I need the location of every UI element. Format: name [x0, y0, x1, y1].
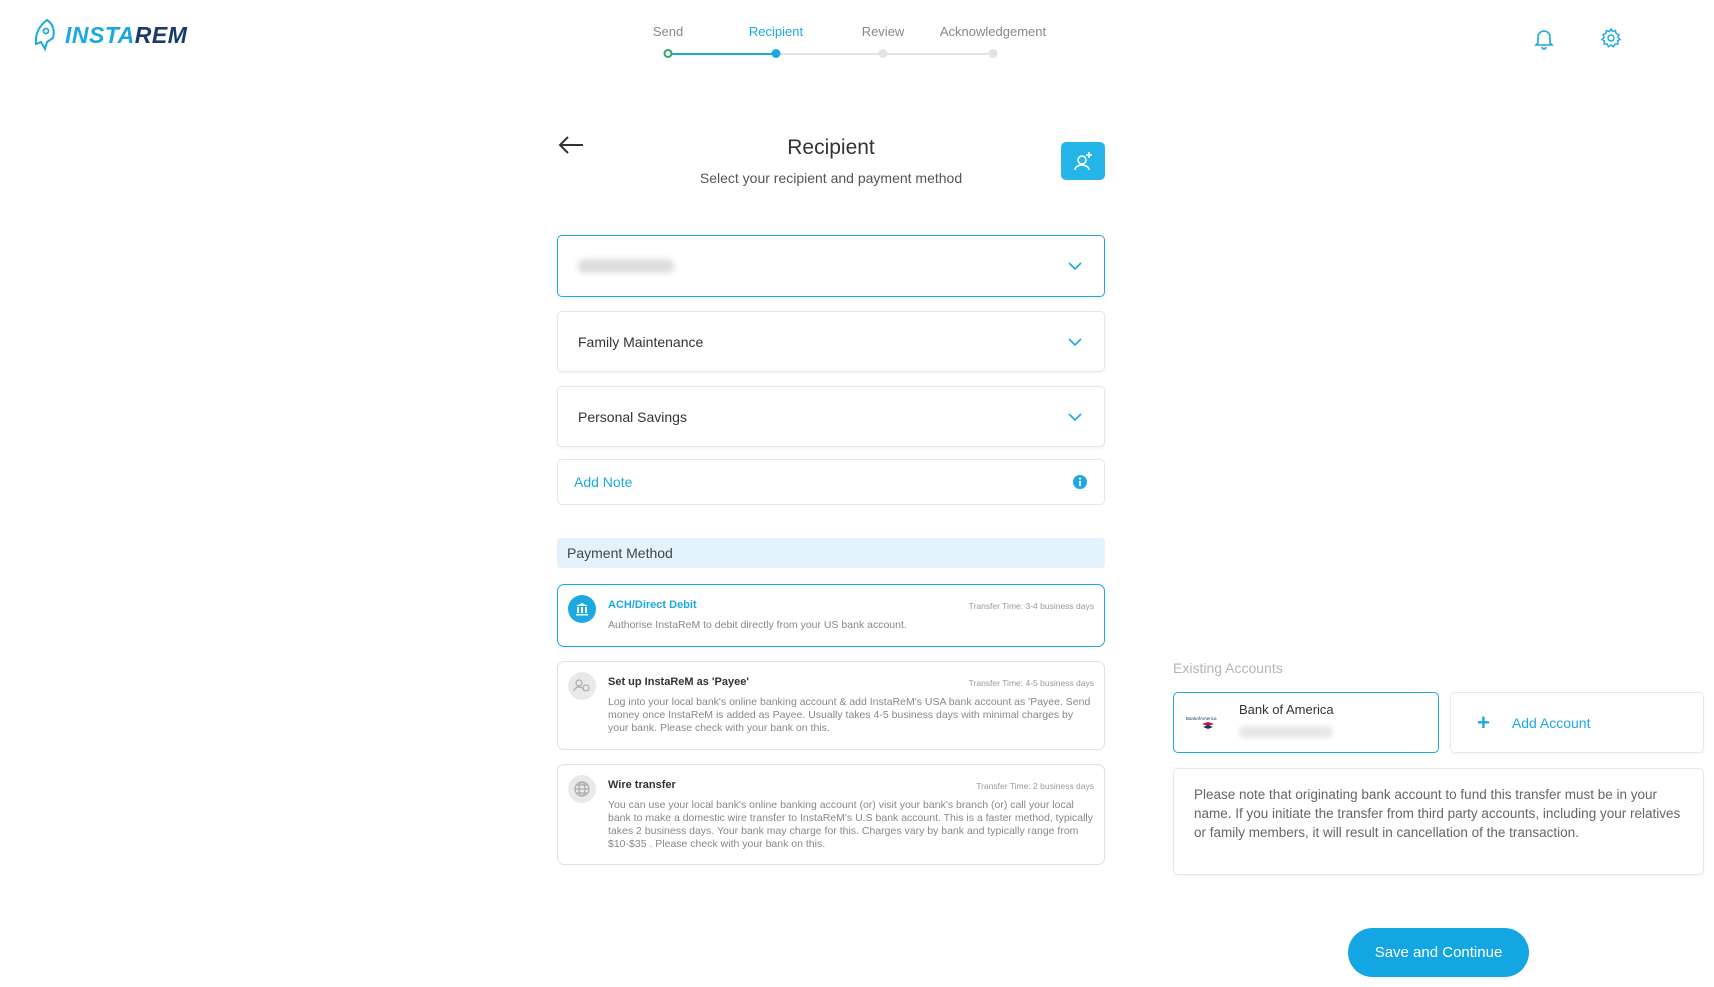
bank-of-america-logo-icon	[1186, 715, 1230, 731]
existing-accounts-label: Existing Accounts	[1173, 660, 1283, 676]
svg-text:BankofAmerica: BankofAmerica	[1186, 716, 1217, 721]
transfer-time: Transfer Time: 4-5 business days	[968, 678, 1094, 688]
purpose-select[interactable]	[557, 311, 1105, 372]
redacted-account-number	[1239, 726, 1333, 738]
step-send-dot	[664, 49, 673, 58]
payment-method-heading: Payment Method	[557, 538, 1105, 568]
source-of-funds-select[interactable]	[557, 386, 1105, 447]
payment-method-name: Wire transfer	[608, 779, 676, 791]
step-recipient-dot	[772, 49, 781, 58]
payment-method-wire[interactable]	[557, 764, 1105, 865]
info-icon[interactable]	[1072, 474, 1088, 490]
page-subtitle: Select your recipient and payment method	[699, 170, 963, 186]
third-party-funding-notice: Please note that originating bank account to fund this transfer must be in your name. If you initiate the transfer from third party accounts, including your relatives or family members, it will result in cancellation of the transaction.	[1173, 768, 1704, 875]
instarem-logo[interactable]	[27, 18, 187, 52]
step-acknowledgement-label: Acknowledgement	[939, 24, 1047, 39]
bank-name: Bank of America	[1239, 702, 1334, 717]
user-add-icon	[1072, 150, 1094, 172]
save-and-continue-button[interactable]: Save and Continue	[1348, 928, 1529, 977]
step-recipient-label: Recipient	[748, 24, 804, 39]
transfer-time: Transfer Time: 2 business days	[976, 781, 1094, 791]
progress-stepper	[640, 24, 1060, 64]
bank-icon	[568, 595, 596, 623]
purpose-select-value: Family Maintenance	[578, 333, 704, 350]
payment-method-description: Authorise InstaReM to debit directly from your US bank account.	[608, 619, 907, 631]
chevron-down-icon	[1066, 408, 1084, 426]
step-review-label: Review	[861, 24, 905, 39]
payee-icon	[568, 672, 596, 700]
settings-button[interactable]	[1597, 24, 1625, 52]
note-input[interactable]	[574, 474, 1072, 490]
payment-method-name: ACH/Direct Debit	[608, 599, 697, 611]
back-button[interactable]	[557, 134, 585, 161]
payment-method-payee[interactable]	[557, 661, 1105, 750]
arrow-left-icon	[557, 134, 585, 156]
recipient-form-panel	[557, 120, 1105, 850]
page-title: Recipient	[787, 136, 875, 159]
existing-account-card[interactable]	[1173, 692, 1439, 753]
payment-method-name: Set up InstaReM as 'Payee'	[608, 676, 749, 688]
add-account-button[interactable]	[1450, 692, 1704, 753]
payment-method-description: Log into your local bank's online banking account & add InstaReM's USA bank account as 'Payee. Send money once InstaReM is added as Payee. Usually takes 4-5 business days with minimal charges by your bank. Please check with your bank on this.	[608, 696, 1091, 734]
chevron-down-icon	[1066, 257, 1084, 275]
gear-icon	[1599, 26, 1623, 50]
redacted-recipient-name	[578, 259, 674, 273]
step-send-label: Send	[652, 24, 684, 39]
step-acknowledgement-dot	[989, 49, 998, 58]
stepper-progress	[668, 53, 776, 55]
rocket-logo-icon	[27, 18, 61, 52]
note-field[interactable]	[557, 459, 1105, 505]
recipient-select-value	[578, 259, 1066, 273]
plus-icon: +	[1477, 709, 1490, 735]
chevron-down-icon	[1066, 333, 1084, 351]
notifications-button[interactable]	[1530, 24, 1558, 52]
transfer-time: Transfer Time: 3-4 business days	[968, 601, 1094, 611]
add-recipient-button[interactable]	[1061, 142, 1105, 180]
globe-icon	[568, 775, 596, 803]
bell-icon	[1532, 26, 1556, 50]
step-review-dot	[879, 49, 888, 58]
payment-method-ach[interactable]	[557, 584, 1105, 647]
logo-wordmark: INSTAREM	[65, 21, 188, 48]
add-account-label: Add Account	[1511, 714, 1591, 731]
payment-method-description: You can use your local bank's online banking account (or) visit your bank's branch (or) call your local bank to make a domestic wire transfer to InstaReM's U.S bank account. This is a faster method, typically takes 2 business days. Your bank may charge for this. Charges vary by bank and typically range from $10-$35 . Please check with your bank on this.	[608, 799, 1094, 850]
source-of-funds-value: Personal Savings	[578, 408, 687, 425]
recipient-select[interactable]	[557, 235, 1105, 297]
